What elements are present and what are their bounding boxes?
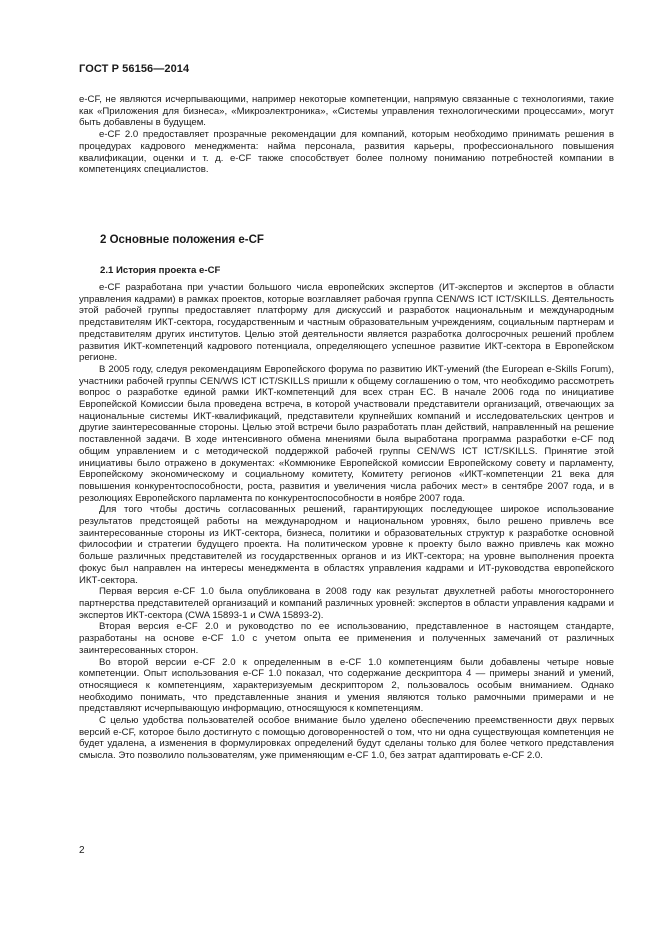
intro-paragraph-1: e-CF, не являются исчерпывающими, например некоторые компетенции, напрямую связанные с технологиями, такие как «Приложения для бизнеса», «Микроэлектроника», «Системы управления технологическими процессами», могут быть добавлены в будущем. xyxy=(79,94,614,129)
paragraph-4: Первая версия e-CF 1.0 была опубликована в 2008 году как результат двухлетней работы многостороннего партнерства представителей организаций и компаний различных уровней: экспертов в области управления кадрами и экспертов ИКТ-сектора (CWA 15893-1 и CWA 15893-2). xyxy=(79,586,614,621)
section-heading: 2 Основные положения e-CF xyxy=(100,234,264,246)
standard-header: ГОСТ Р 56156—2014 xyxy=(79,63,190,75)
paragraph-1: e-CF разработана при участии большого числа европейских экспертов (ИТ-экспертов и экспертов в области управления кадрами) в рамках проектов, которые возглавляет рабочая группа CEN/WS ICT ICT/SKILLS. Деятельность этой рабочей группы предоставляет платформу для дискуссий и разработок национальным и международным представителям ИКТ-сектора, государственным и частным образовательным учреждениям, социальным партнерам и представителям других институтов. Целью этой деятельности является разработка долгосрочных решений проблем развития ИКТ-компетенций кадрового потенциала, определяющего успешное развитие ИКТ-сектора в Европейском регионе. xyxy=(79,282,614,364)
paragraph-5: Вторая версия e-CF 2.0 и руководство по ее использованию, представленное в настоящем стандарте, разработаны на основе e-CF 1.0 с учетом опыта ее применения и полученных замечаний от различных заинтересованных сторон. xyxy=(79,621,614,656)
intro-paragraph-2: e-CF 2.0 предоставляет прозрачные рекомендации для компаний, которым необходимо принимать решения в процедурах кадрового менеджмента: найма персонала, развития карьеры, профессионального повышения квалификации, оценки и т. д. e-CF также способствует более полному пониманию потребностей компании в компетенциях специалистов. xyxy=(79,129,614,176)
intro-block xyxy=(79,94,614,176)
paragraph-7: С целью удобства пользователей особое внимание было уделено обеспечению преемственности двух первых версий e-CF, которое было достигнуто с помощью договоренностей о том, что ни одна существующая компетенция не будет удалена, а изменения в формулировках определений будут сделаны только для более четкого представления смысла. Это позволило пользователям, уже применяющим e-CF 1.0, без затрат адаптировать e-CF 2.0. xyxy=(79,715,614,762)
history-block xyxy=(79,282,614,762)
paragraph-3: Для того чтобы достичь согласованных решений, гарантирующих последующее широкое использование результатов предстоящей работы на международном и национальном уровнях, было решено привлечь все заинтересованные стороны из ИКТ-сектора, бизнеса, политики и образовательных структур к разработке основной философии и стратегии будущего проекта. На политическом уровне к проекту было важно привлечь как можно больше различных представителей из государственных органов и из ИКТ-сектора; на уровне выполнения проекта фокус был направлен на интересы менеджмента в областях управления кадрами и ИТ-руководства европейского ИКТ-сектора. xyxy=(79,504,614,586)
paragraph-2: В 2005 году, следуя рекомендациям Европейского форума по развитию ИКТ-умений (the European e-Skills Forum), участники рабочей группы CEN/WS ICT ICT/SKILLS пришли к общему соглашению о том, что необходимо рассмотреть вопрос о разработке единой рамки ИКТ-компетенций для всех стран ЕС. В начале 2006 года по инициативе Европейской Комиссии была проведена встреча, в которой участвовали представители организаций, отвечающих за национальные системы ИКТ-квалификаций, представители крупнейших компаний и исследовательских центров и другие заинтересованные стороны. Целью этой встречи было разработать план действий, направленный на решение поставленной задачи. В ходе интенсивного обмена мнениями была выработана программа разработки e-CF под общим управлением и с методической поддержкой рабочей группы CEN/WS ICT ICT/SKILLS. Принятие этой инициативы было отражено в документах: «Коммюнике Европейской комиссии Европейскому совету и парламенту, Европейскому экономическому и социальному комитету, Комитету регионов «ИКТ-компетенции 21 века для повышения конкурентоспособности, роста, развития и увеличения числа рабочих мест» в сентябре 2007 года, и в резолюциях Европейского парламента по конкурентоспособности в ноябре 2007 года. xyxy=(79,363,614,504)
paragraph-6: Во второй версии e-CF 2.0 к определенным в e-CF 1.0 компетенциям были добавлены четыре новые компетенции. Опыт использования e-CF 1.0 показал, что содержание дескриптора 4 — примеры знаний и умений, относящиеся к компетенциям, характеризуемым дескриптором 2, пользовалось особым вниманием. Однако необходимо понимать, что представленные знания и умения являются только рамочными примерами и не представляют исчерпывающую информацию, относящуюся к компетенциям. xyxy=(79,656,614,715)
page-number: 2 xyxy=(79,845,85,856)
subsection-heading: 2.1 История проекта e-CF xyxy=(100,265,221,276)
